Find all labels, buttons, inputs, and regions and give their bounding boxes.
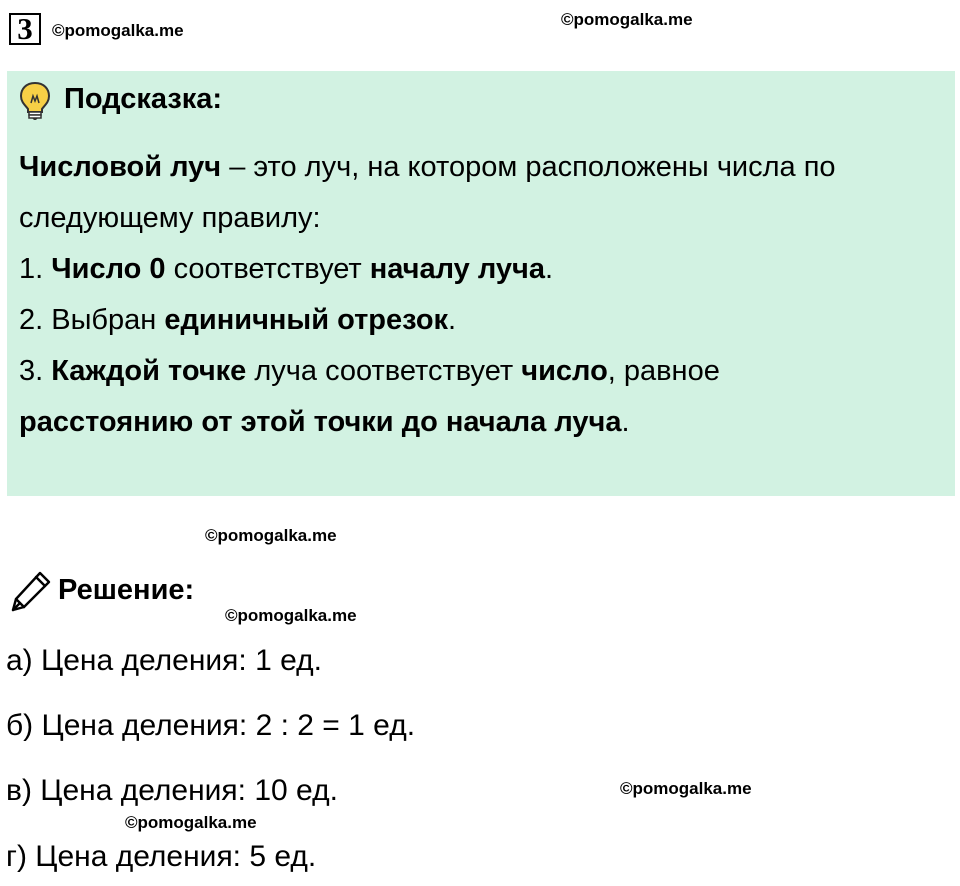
answer-b: б) Цена деления: 2 : 2 = 1 ед. [6, 709, 416, 742]
watermark-bottom: ©pomogalka.me [125, 813, 257, 832]
watermark-top-right: ©pomogalka.me [561, 10, 693, 29]
hint-line-2: следующему правилу: [19, 202, 321, 234]
term-number-ray: Числовой луч [19, 151, 222, 183]
light-bulb-icon [19, 81, 51, 121]
watermark-middle: ©pomogalka.me [205, 526, 337, 545]
watermark-solution: ©pomogalka.me [225, 606, 357, 625]
task-number: 3 [9, 13, 41, 45]
watermark-right: ©pomogalka.me [620, 779, 752, 798]
answer-d: г) Цена деления: 5 ед. [6, 840, 317, 873]
hint-rule-1: 1. Число 0 соответствует началу луча. [19, 253, 554, 285]
hint-rule-3-cont: расстоянию от этой точки до начала луча. [19, 406, 630, 438]
hint-title: Подсказка: [64, 83, 223, 115]
hint-line-1: Числовой луч – это луч, на котором расположены числа по [19, 151, 836, 183]
watermark-top-left: ©pomogalka.me [52, 21, 184, 40]
answer-c: в) Цена деления: 10 ед. [6, 774, 338, 807]
pencil-icon [10, 570, 52, 612]
hint-rule-2: 2. Выбран единичный отрезок. [19, 304, 457, 336]
hint-body [19, 142, 949, 448]
answer-a: а) Цена деления: 1 ед. [6, 644, 322, 677]
hint-rule-3: 3. Каждой точке луча соответствует число, равное [19, 355, 720, 387]
solution-title: Решение: [58, 574, 195, 606]
